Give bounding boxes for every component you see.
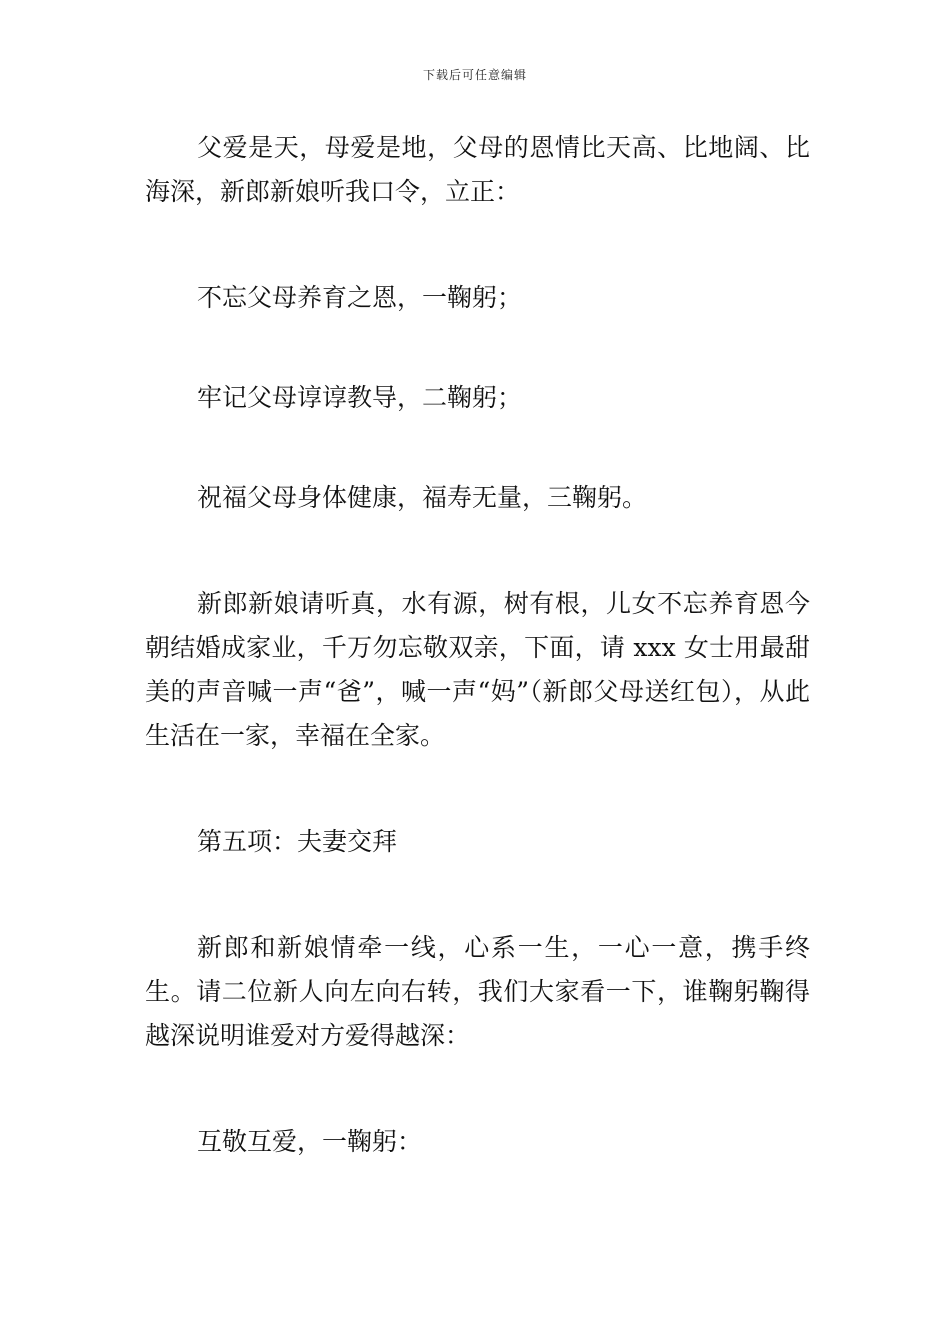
paragraph-parents-grace: 父爱是天，母爱是地，父母的恩情比天高、比地阔、比海深，新郎新娘听我口令，立正： (145, 133, 810, 206)
paragraph-honor-parents: 新郎新娘请听真，水有源，树有根，儿女不忘养育恩今朝结婚成家业，千万勿忘敬双亲，下面，请 xxx 女士用最甜美的声音喊一声“爸”，喊一声“妈”（新郎父母送红包），从此生活在一家，幸福在全家。 (145, 589, 810, 750)
paragraph-third-bow: 祝福父母身体健康，福寿无量，三鞠躬。 (197, 483, 648, 512)
section-heading-couple-bow: 第五项：夫妻交拜 (197, 827, 398, 856)
paragraph-mutual-respect-bow: 互敬互爱，一鞠躬： (197, 1127, 423, 1156)
paragraph-second-bow: 牢记父母谆谆教导，二鞠躬； (197, 383, 523, 412)
document-body (145, 126, 810, 1164)
paragraph-first-bow: 不忘父母养育之恩，一鞠躬； (197, 283, 523, 312)
paragraph-couple-bow: 新郎和新娘情牵一线，心系一生，一心一意，携手终生。请二位新人向左向右转，我们大家看一下，谁鞠躬鞠得越深说明谁爱对方爱得越深： (145, 933, 810, 1050)
page-header-note: 下载后可任意编辑 (422, 68, 527, 82)
